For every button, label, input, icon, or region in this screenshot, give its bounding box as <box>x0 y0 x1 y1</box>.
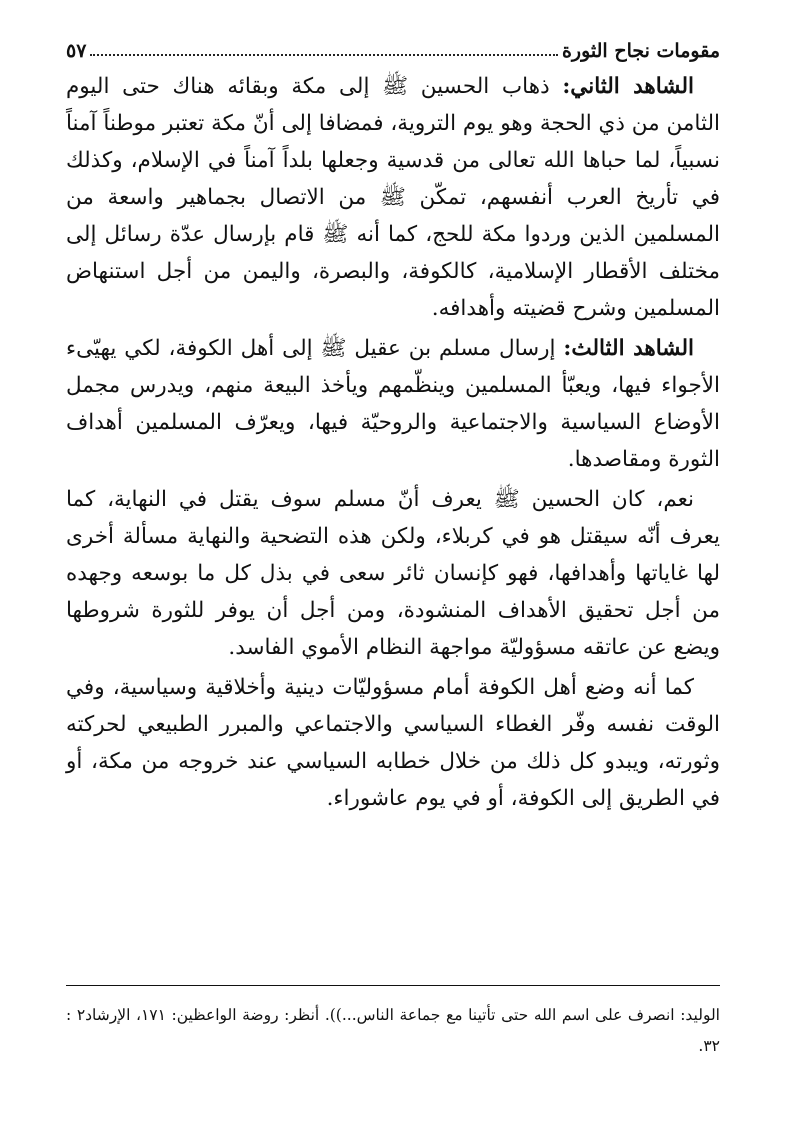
header-dot-leader <box>90 53 558 56</box>
paragraph-body: إرسال مسلم بن عقيل ﷺ إلى أهل الكوفة، لكي يهيّىء الأجواء فيها، ويعبّأ المسلمين وينظّمهم ويأخذ البيعة منهم، ويدرس مجمل الأوضاع السياسية والاجتماعية والروحيّة فيها، ويعرّف المسلمين أهداف الثورة ومقاصدها. <box>66 336 720 472</box>
footnote-separator <box>66 985 720 986</box>
paragraph-body: نعم، كان الحسين ﷺ يعرف أنّ مسلم سوف يقتل في النهاية، كما يعرف أنّه سيقتل هو في كربلاء، ولكن هذه التضحية والنهاية مسألة أخرى لها غاياتها وأهدافها، فهو كإنسان ثائر سعى في بذل كل ما بوسعه وجهده من أجل تحقيق الأهداف المنشودة، ومن أجل أن يوفر للثورة شروطها ويضع عن عاتقه مسؤوليّة مواجهة النظام الأموي الفاسد. <box>66 487 720 660</box>
paragraph-lead: الشاهد الثالث: <box>563 336 694 361</box>
main-text <box>66 68 720 820</box>
paragraph-lead: الشاهد الثاني: <box>562 74 694 99</box>
running-title: مقومات نجاح الثورة <box>561 40 720 62</box>
paragraph-body-three <box>66 481 720 666</box>
page-number: ٥٧ <box>66 40 87 62</box>
paragraph-body: ذهاب الحسين ﷺ إلى مكة وبقائه هناك حتى اليوم الثامن من ذي الحجة وهو يوم التروية، فمضافا إلى أنّ مكة تعتبر موطناً آمناً نسبياً، لما حباها الله تعالى من قدسية وجعلها بلداً آمناً في الإسلام، وكذلك في تأريخ العرب أنفسهم، تمكّن ﷺ من الاتصال بجماهير واسعة من المسلمين الذين وردوا مكة للحج، كما أنه ﷺ قام بإرسال عدّة رسائل إلى مختلف الأقطار الإسلامية، كالكوفة، والبصرة، واليمن من أجل استنهاض المسلمين وشرح قضيته وأهدافه. <box>66 74 720 321</box>
footnote-text: الوليد: انصرف على اسم الله حتى تأتينا مع جماعة الناس...)). أنظر: روضة الواعظين: ١٧١، الإرشاد٢ : ٣٢. <box>66 1006 720 1055</box>
paragraph-body: كما أنه وضع أهل الكوفة أمام مسؤوليّات دينية وأخلاقية وسياسية، وفي الوقت نفسه وفّر الغطاء السياسي والاجتماعي والمبرر الطبيعي لحركته وثورته، ويبدو كل ذلك من خلال خطابه السياسي عند خروجه من مكة، أو في الطريق إلى الكوفة، أو في يوم عاشوراء. <box>66 675 720 811</box>
paragraph-witness-two <box>66 68 720 327</box>
running-header <box>66 28 720 62</box>
paragraph-witness-three <box>66 330 720 478</box>
paragraph-body-four <box>66 669 720 817</box>
footnote <box>66 1000 720 1062</box>
